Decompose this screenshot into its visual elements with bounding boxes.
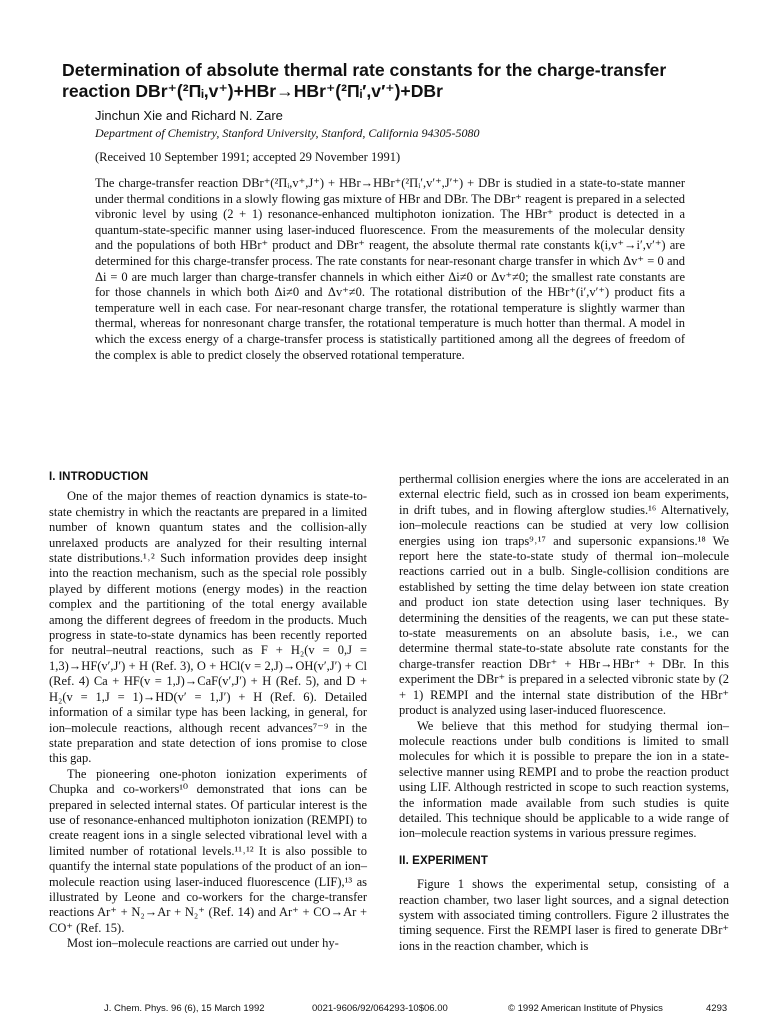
paragraph: Figure 1 shows the experimental setup, consisting of a reaction chamber, two laser light sources, and a signal detection system with associated timing controllers. Figure 2 illustrates the timing sequence. First the REMPI laser is fired to generate DBr⁺ ions in the reaction chamber, which is [399, 877, 729, 953]
authors: Jinchun Xie and Richard N. Zare [95, 108, 283, 123]
footer-page-number: 4293 [706, 1003, 728, 1014]
paragraph: One of the major themes of reaction dynamics is state-to-state chemistry in which the reactants are prepared in a limited number of known quantum states and the collision-ally unrelaxed products are analyzed for their resulting internal state distributions.¹˒² Such information provides deep insight into the reaction mechanism, such as the special role possibly played by different motions (energy modes) in the reaction complex and the partitioning of the total energy available among the different degrees of freedom in the products. Much progress in state-to-state dynamics has been recently reported for neutral–neutral reactions, such as F + H₂(v = 0,J = 1,3)→HF(v′,J′) + H (Ref. 3), O + HCl(v = 2,J)→OH(v′,J′) + Cl (Ref. 4) Ca + HF(v = 1,J)→CaF(v′,J′) + H (Ref. 5), and D + H₂(v = 1,J = 1)→HD(v′ = 1,J′) + H (Ref. 6). Detailed information of a similar type has been lacking, in general, for ion–molecule reactions, although recent advances⁷⁻⁹ in the state preparation and state detection of ions promise to close this gap. [49, 489, 367, 766]
received-date: (Received 10 September 1991; accepted 29 November 1991) [95, 150, 401, 164]
affiliation: Department of Chemistry, Stanford University, Stanford, California 94305-5080 [95, 126, 480, 140]
title-line-2: reaction DBr⁺(²Πᵢ,v⁺)+HBr→HBr⁺(²Πᵢ′,v′⁺)+DBr [62, 81, 443, 101]
section-heading-introduction: I. INTRODUCTION [49, 471, 149, 483]
footer-code: 0021-9606/92/064293-10$06.00 [312, 1003, 448, 1014]
paragraph: perthermal collision energies where the ions are accelerated in an external electric field, such as in crossed ion beam experiments, in drift tubes, and in flowing afterglow studies.¹⁶ Alternatively, ion–molecule reactions can be studied at very low collision energies using ion traps⁹˒¹⁷ and supersonic expansions.¹⁸ We report here the state-to-state study of thermal ion–molecule reactions carried out in a bulb. Single-collision conditions are established by setting the time delay between ion state creation and product ion state detection using laser techniques. By determining the densities of the reagents, we can put these state-to-state measurements on an absolute basis, i.e., we can determine thermal state-to-state absolute rate constants for the charge-transfer reaction DBr⁺ + HBr→HBr⁺ + DBr. In this experiment the DBr⁺ is prepared in a selected vibronic state by (2 + 1) REMPI and the internal state distribution of the HBr⁺ product is analyzed using laser-induced fluorescence. [399, 472, 729, 718]
right-column [399, 472, 729, 954]
abstract-text: The charge-transfer reaction DBr⁺(²Πᵢ,v⁺,J⁺) + HBr→HBr⁺(²Πᵢ′,v′⁺,J′⁺) + DBr is studied in a state-to-state manner under thermal conditions in a slowly flowing gas mixture of HBr and DBr. The DBr⁺ reagent is prepared in a selected vibronic level by using (2 + 1) resonance-enhanced multiphoton ionization. The HBr⁺ product is detected in a quantum-state-specific manner using laser-induced fluorescence. From the measurements of the molecular density and the populations of both HBr⁺ product and DBr⁺ reagent, the absolute thermal rate constants k(i,v⁺→i′,v′⁺) are determined for this charge-transfer process. The rate constants for near-resonant charge transfer in which Δv⁺ = 0 and Δi = 0 are much larger than charge-transfer channels in which either Δi≠0 or Δv⁺≠0; the smallest rate constants are for those channels in which both Δi≠0 and Δv⁺≠0. The rotational distribution of the HBr⁺(i′,v′⁺) product fits a temperature well in each case. For near-resonant charge transfer, the rotational temperature is slightly warmer than thermal, whereas for nonresonant charge transfer, the rotational temperature is much hotter than thermal. A model in which the excess energy of a charge-transfer process is statistically partitioned among all the degrees of freedom of the complex is able to predict closely the observed rotational temperature. [95, 176, 685, 362]
paragraph: We believe that this method for studying thermal ion–molecule reactions under bulb conditions is limited to small molecules for which it is possible to prepare the ion in a state-selective manner using REMPI and to probe the reaction product using LIF. Although restricted in scope to such reaction systems, the information made available from such studies is quite detailed. This technique should be applicable to a wide range of ion–molecule reaction systems in various pressure regimes. [399, 718, 729, 841]
footer-journal: J. Chem. Phys. 96 (6), 15 March 1992 [104, 1003, 265, 1014]
paragraph: The pioneering one-photon ionization experiments of Chupka and co-workers¹⁰ demonstrated that ions can be prepared in selected internal states. Of particular interest is the use of resonance-enhanced multiphoton ionization (REMPI) to create reagent ions in a single selected vibrational level with a limited number of rotational levels.¹¹˒¹² It is also possible to quantify the internal state populations of the product of an ion–molecule reaction using laser-induced fluorescence (LIF),¹³ as illustrated by Leone and co-workers for the charge-transfer reactions Ar⁺ + N₂→Ar + N₂⁺ (Ref. 14) and Ar⁺ + CO→Ar + CO⁺ (Ref. 15). [49, 766, 367, 935]
paragraph: Most ion–molecule reactions are carried out under hy- [67, 936, 339, 951]
article-title [62, 60, 722, 102]
title-line-1: Determination of absolute thermal rate constants for the charge-transfer [62, 60, 667, 80]
left-column [49, 470, 367, 952]
abstract [95, 176, 685, 363]
footer-copyright: © 1992 American Institute of Physics [508, 1003, 663, 1014]
section-heading-experiment: II. EXPERIMENT [399, 854, 488, 867]
